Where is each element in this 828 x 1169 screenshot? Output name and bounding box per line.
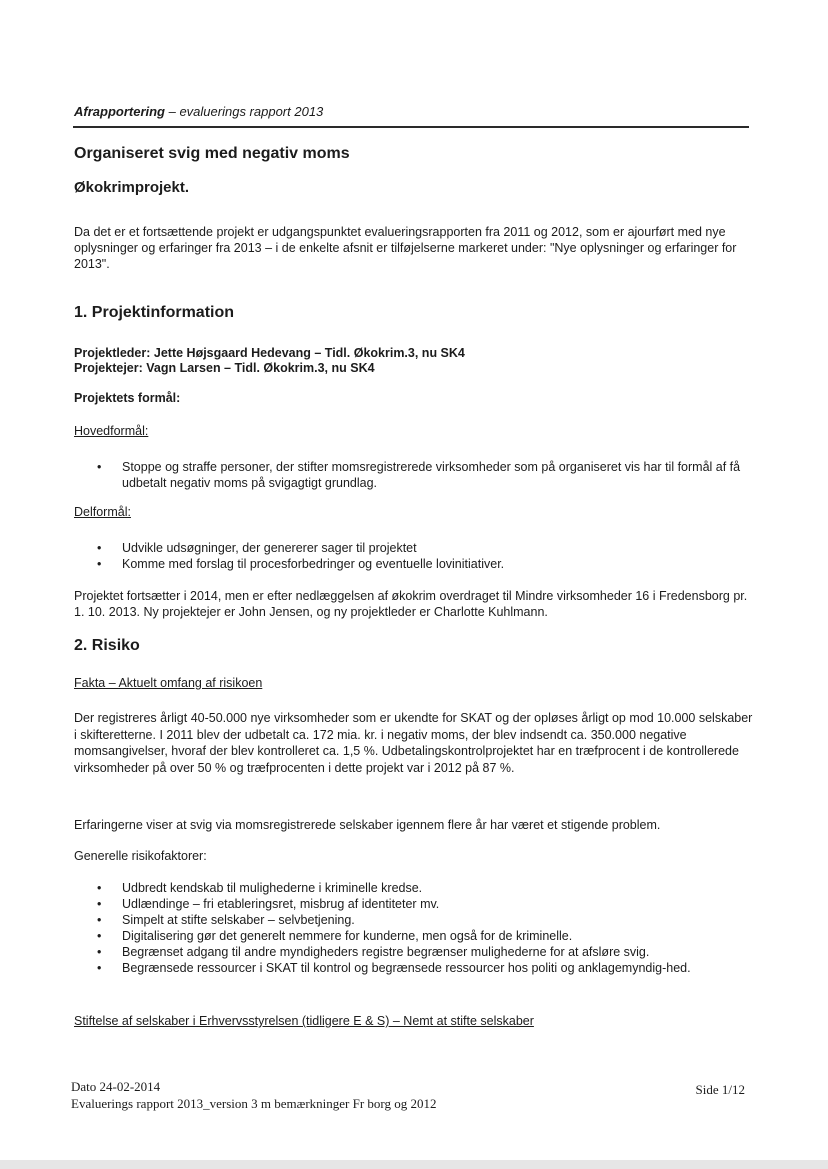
- list-item: • Stoppe og straffe personer, der stifter momsregistrerede virksomheder som på organiseret vis har til formål af få udbetalt negativ moms på svigagtigt grundlag.: [97, 460, 741, 490]
- section2-heading: 2. Risiko: [74, 637, 140, 654]
- bullet-dot: •: [97, 913, 102, 927]
- list-item: • Komme med forslag til procesforbedringer og eventuelle lovinitiativer.: [97, 557, 505, 571]
- sub-purpose-label: Delformål:: [74, 505, 131, 519]
- footer-date: Dato 24-02-2014: [71, 1079, 161, 1094]
- document-title: Organiseret svig med negativ moms: [74, 145, 350, 162]
- bullet-dot: •: [97, 557, 102, 571]
- intro-paragraph: Da det er et fortsættende projekt er udgangspunktet evalueringsrapporten fra 2011 og 2012, som er ajourført med nye oplysninger og erfaringer fra 2013 – i de enkelte afsnit er tilføjelserne markeret under: "Nye oplysninger og erfaringer for 2013".: [74, 225, 737, 271]
- bullet-dot: •: [97, 945, 102, 959]
- page-number: Side 1/12: [695, 1082, 745, 1097]
- bullet-dot: •: [97, 881, 102, 895]
- header-bold: Afrapportering: [74, 104, 165, 119]
- list-item: • Udlændinge – fri etableringsret, misbrug af identiteter mv.: [97, 897, 440, 911]
- facts-paragraph: Der registreres årligt 40-50.000 nye virksomheder som er ukendte for SKAT og der opløses årligt op mod 10.000 selskaber i skifteretterne. I 2011 blev der udbetalt ca. 172 mia. kr. i negativ moms, der blev indsendt ca. 350.000 negative momsangivelser, hvoraf der blev kontrolleret ca. 1,5 %. Udbetalingskontrolprojektet har en træfprocent i de kontrollerede virksomheder på over 50 % og træfprocenten i dette projekt var i 2012 på 87 %.: [74, 711, 753, 775]
- experience-paragraph: Erfaringerne viser at svig via momsregistrerede selskaber igennem flere år har været et stigende problem.: [74, 818, 661, 832]
- project-owner: Projektejer: Vagn Larsen – Tidl. Økokrim.3, nu SK4: [74, 361, 375, 375]
- facts-label: Fakta – Aktuelt omfang af risikoen: [74, 676, 263, 690]
- bullet-dot: •: [97, 460, 102, 474]
- continuation-paragraph: Projektet fortsætter i 2014, men er efter nedlæggelsen af økokrim overdraget til Mindre virksomheder 16 i Fredensborg pr. 1. 10. 2013. Ny projektejer er John Jensen, og ny projektleder er Charlotte Kuhlmann.: [74, 589, 748, 619]
- bullet-dot: •: [97, 961, 102, 975]
- document-subtitle: Økokrimprojekt.: [74, 179, 190, 196]
- list-item: • Begrænsede ressourcer i SKAT til kontrol og begrænsede ressourcer hos politi og anklagemyndig-hed.: [97, 961, 691, 975]
- list-item: • Udvikle udsøgninger, der genererer sager til projektet: [97, 541, 417, 555]
- bullet-dot: •: [97, 929, 102, 943]
- section1-heading: 1. Projektinformation: [74, 304, 235, 321]
- header-rest: – evaluerings rapport 2013: [165, 104, 324, 119]
- list-item: • Begrænset adgang til andre myndigheders registre begrænser mulighederne for at afsløre svig.: [97, 945, 650, 959]
- founding-label: Stiftelse af selskaber i Erhvervsstyrelsen (tidligere E & S) – Nemt at stifte selskaber: [74, 1014, 534, 1028]
- list-item: • Simpelt at stifte selskaber – selvbetjening.: [97, 913, 355, 927]
- project-leader: Projektleder: Jette Højsgaard Hedevang – Tidl. Økokrim.3, nu SK4: [74, 346, 465, 360]
- purpose-heading: Projektets formål:: [74, 391, 181, 405]
- list-item: • Digitalisering gør det generelt nemmere for kunderne, men også for de kriminelle.: [97, 929, 573, 943]
- sub-purpose-list: [97, 540, 749, 572]
- main-purpose-list: [97, 459, 749, 491]
- bullet-dot: •: [97, 897, 102, 911]
- list-item: • Udbredt kendskab til mulighederne i kriminelle kredse.: [97, 881, 423, 895]
- footer-document-name: Evaluerings rapport 2013_version 3 m bemærkninger Fr borg og 2012: [71, 1096, 437, 1111]
- page-bottom-edge: [0, 1160, 828, 1169]
- risk-factors-label: Generelle risikofaktorer:: [74, 849, 207, 863]
- risk-factors-list: [97, 880, 749, 976]
- main-purpose-label: Hovedformål:: [74, 424, 149, 438]
- header-rule: [73, 126, 749, 128]
- bullet-dot: •: [97, 541, 102, 555]
- running-header: [74, 104, 323, 119]
